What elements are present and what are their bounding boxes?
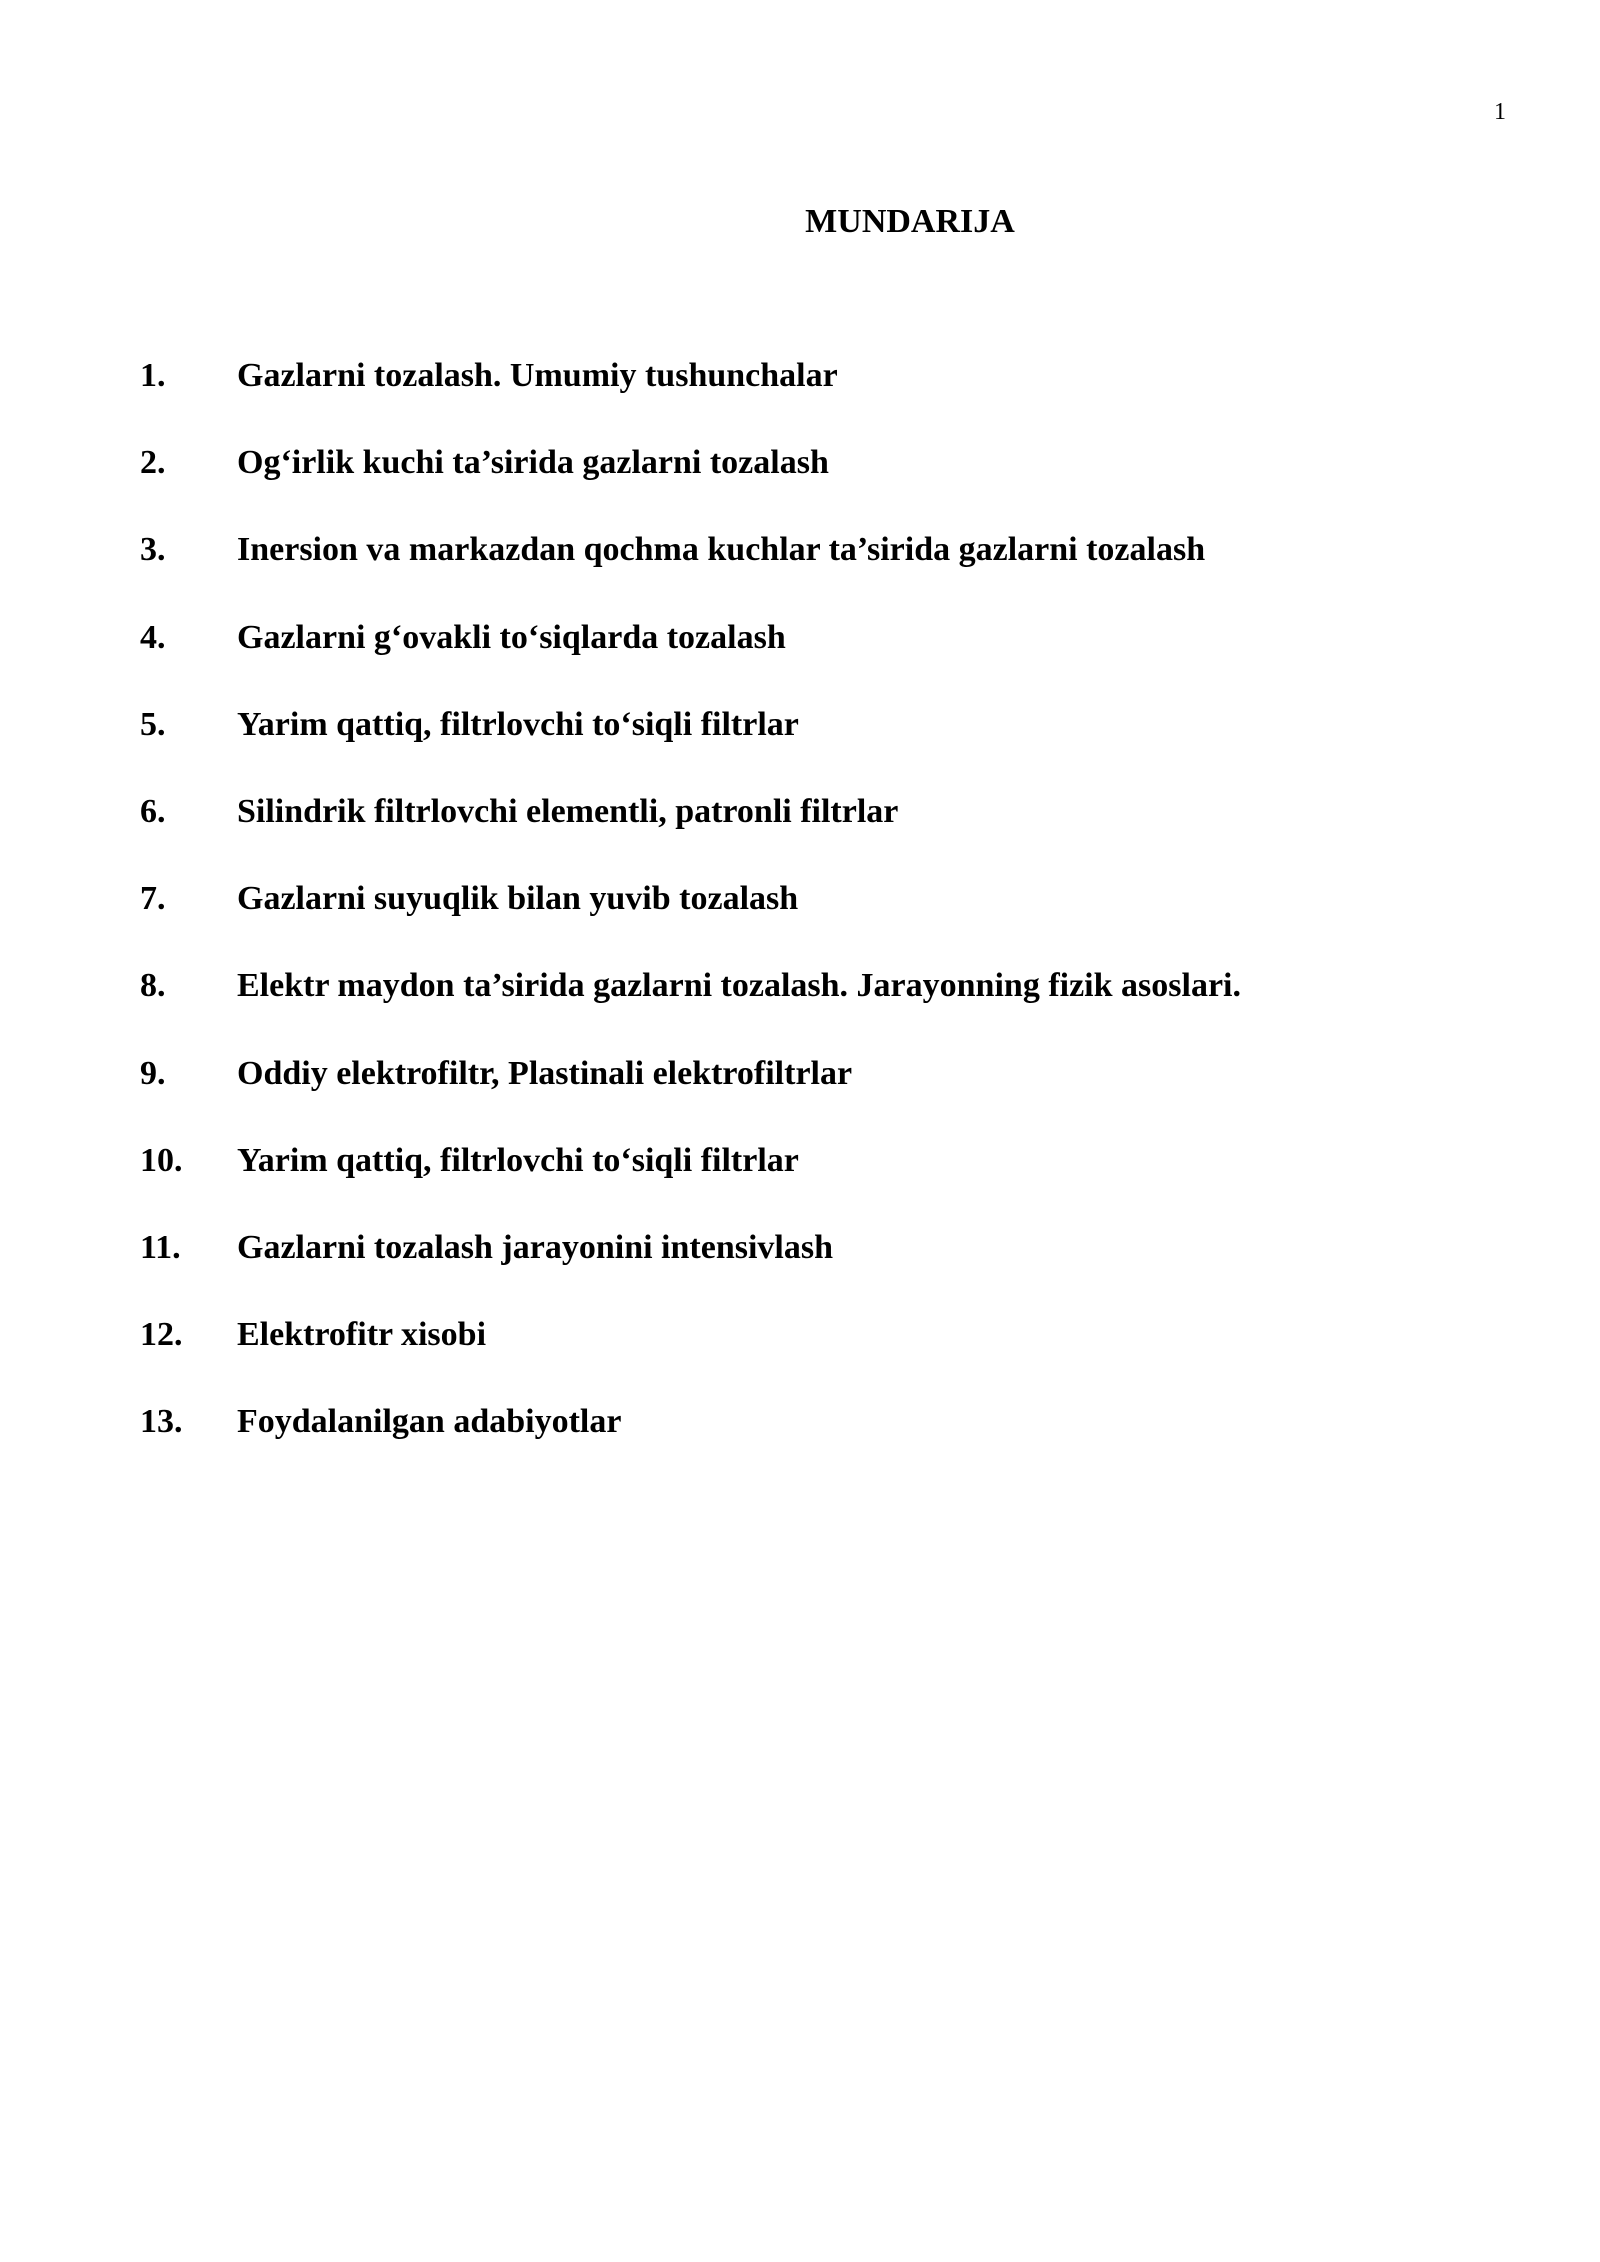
page-title: MUNDARIJA bbox=[805, 203, 1015, 240]
toc-item-number: 9. bbox=[140, 1054, 166, 1092]
toc-item-title: Gazlarni tozalash jarayonini intensivlash bbox=[237, 1228, 833, 1266]
toc-item-title: Yarim qattiq, filtrlovchi to‘siqli filtrlar bbox=[237, 705, 799, 743]
toc-item-number: 1. bbox=[140, 357, 166, 394]
toc-item-number: 8. bbox=[140, 967, 166, 1005]
toc-item-number: 2. bbox=[140, 444, 166, 482]
toc-item-number: 4. bbox=[140, 618, 166, 656]
toc-item bbox=[140, 443, 1241, 530]
toc-item bbox=[140, 1402, 1241, 1489]
toc-item-number: 10. bbox=[140, 1141, 183, 1179]
toc-item-title: Yarim qattiq, filtrlovchi to‘siqli filtrlar bbox=[237, 1141, 799, 1179]
toc-item-title: Foydalanilgan adabiyotlar bbox=[237, 1403, 622, 1441]
toc-item-title: Gazlarni g‘ovakli to‘siqlarda tozalash bbox=[237, 618, 786, 656]
table-of-contents bbox=[140, 356, 1241, 1489]
toc-item-title: Gazlarni tozalash. Umumiy tushunchalar bbox=[237, 357, 838, 394]
toc-item-title: Og‘irlik kuchi ta’sirida gazlarni tozalash bbox=[237, 444, 829, 482]
toc-item bbox=[140, 792, 1241, 879]
page-number: 1 bbox=[1494, 99, 1506, 125]
toc-item-title: Elektrofitr xisobi bbox=[237, 1316, 487, 1354]
toc-item-number: 12. bbox=[140, 1316, 183, 1354]
toc-item bbox=[140, 966, 1241, 1053]
toc-item bbox=[140, 1228, 1241, 1315]
toc-item bbox=[140, 705, 1241, 792]
toc-item-number: 3. bbox=[140, 531, 166, 569]
toc-item-title: Silindrik filtrlovchi elementli, patronli filtrlar bbox=[237, 792, 899, 830]
toc-item bbox=[140, 618, 1241, 705]
toc-item-title: Inersion va markazdan qochma kuchlar ta’sirida gazlarni tozalash bbox=[237, 531, 1206, 569]
toc-item-title: Oddiy elektrofiltr, Plastinali elektrofiltrlar bbox=[237, 1054, 853, 1092]
toc-item-number: 6. bbox=[140, 792, 166, 830]
toc-item-number: 11. bbox=[140, 1228, 181, 1266]
toc-item-number: 5. bbox=[140, 705, 166, 743]
toc-item-title: Elektr maydon ta’sirida gazlarni tozalash. Jarayonning fizik asoslari. bbox=[237, 967, 1241, 1005]
toc-item bbox=[140, 1141, 1241, 1228]
toc-item bbox=[140, 1054, 1241, 1141]
toc-item bbox=[140, 879, 1241, 966]
toc-item-number: 13. bbox=[140, 1403, 183, 1441]
toc-item-title: Gazlarni suyuqlik bilan yuvib tozalash bbox=[237, 880, 799, 918]
toc-item bbox=[140, 1315, 1241, 1402]
toc-item bbox=[140, 530, 1241, 617]
toc-item-number: 7. bbox=[140, 880, 166, 918]
toc-item bbox=[140, 356, 1241, 443]
